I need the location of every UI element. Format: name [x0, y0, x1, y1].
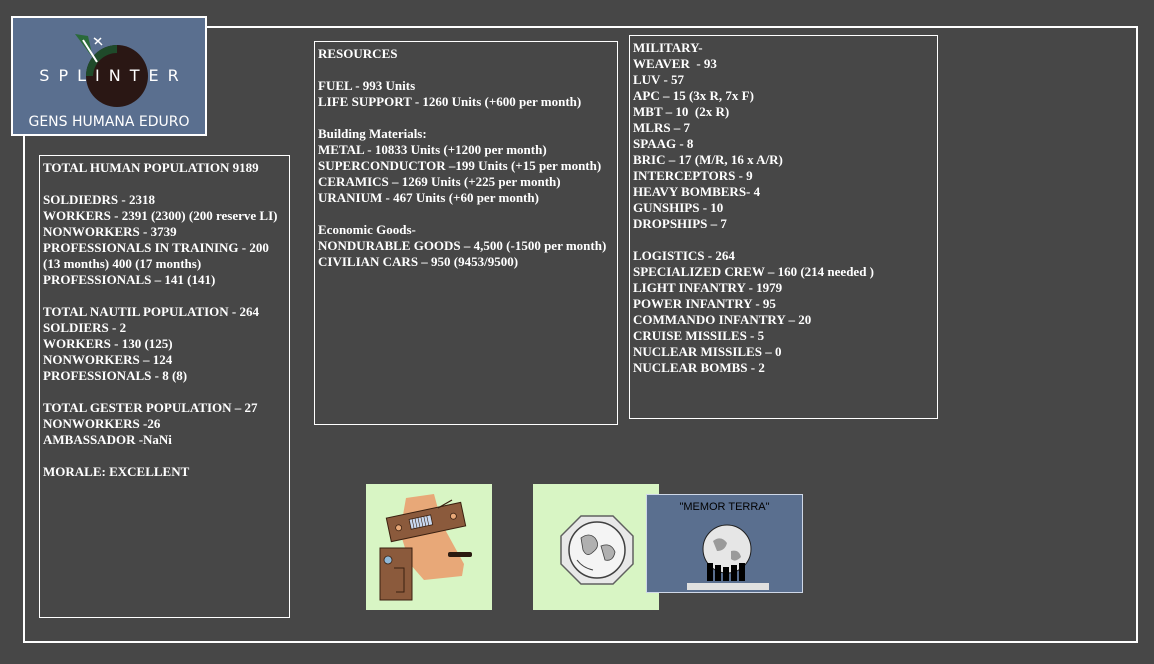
resources-line: LIFE SUPPORT - 1260 Units (+600 per month) — [318, 94, 582, 109]
population-line — [43, 176, 286, 192]
military-line: SPECIALIZED CREW – 160 (214 needed ) — [633, 264, 875, 279]
military-line: INTERCEPTORS - 9 — [633, 168, 753, 183]
resources-line: Economic Goods- — [318, 222, 416, 237]
resources-panel — [314, 41, 618, 425]
population-line: TOTAL HUMAN POPULATION 9189 — [43, 160, 259, 175]
military-line: MILITARY- — [633, 40, 703, 55]
population-line: NONWORKERS -26 — [43, 416, 161, 431]
military-line: LUV - 57 — [633, 72, 685, 87]
resources-line: METAL - 10833 Units (+1200 per month) — [318, 142, 547, 157]
military-line: MLRS – 7 — [633, 120, 691, 135]
military-line: DROPSHIPS – 7 — [633, 216, 727, 231]
resources-line — [318, 206, 614, 222]
military-line: HEAVY BOMBERS- 4 — [633, 184, 761, 199]
resources-line — [318, 110, 614, 126]
population-line: SOLDIEDRS - 2318 — [43, 192, 155, 207]
military-line: NUCLEAR MISSILES – 0 — [633, 344, 782, 359]
population-line: MORALE: EXCELLENT — [43, 464, 190, 479]
space-station-icon — [366, 484, 492, 610]
globe-emblem-icon — [533, 484, 659, 610]
population-line: AMBASSADOR -NaNi — [43, 432, 172, 447]
earth-emblem-image — [533, 484, 659, 610]
logo-subtitle: GENS HUMANA EDURO — [28, 114, 190, 130]
military-line: CRUISE MISSILES - 5 — [633, 328, 765, 343]
resources-line: URANIUM - 467 Units (+60 per month) — [318, 190, 539, 205]
resources-line — [318, 62, 614, 78]
resources-line: FUEL - 993 Units — [318, 78, 416, 93]
globe-statue-icon — [647, 495, 803, 593]
population-line: TOTAL GESTER POPULATION – 27 — [43, 400, 258, 415]
memor-terra-image — [646, 494, 803, 593]
resources-line: CERAMICS – 1269 Units (+225 per month) — [318, 174, 561, 189]
population-line: NONWORKERS – 124 — [43, 352, 173, 367]
military-line: LOGISTICS - 264 — [633, 248, 735, 263]
military-line: MBT – 10 (2x R) — [633, 104, 730, 119]
population-line: WORKERS - 130 (125) — [43, 336, 173, 351]
military-panel — [629, 35, 938, 419]
population-line: TOTAL NAUTIL POPULATION - 264 — [43, 304, 259, 319]
population-line — [43, 384, 286, 400]
military-line: GUNSHIPS - 10 — [633, 200, 724, 215]
population-line: PROFESSIONALS - 8 (8) — [43, 368, 188, 383]
population-panel — [39, 155, 290, 618]
resources-line: CIVILIAN CARS – 950 (9453/9500) — [318, 254, 519, 269]
population-line — [43, 288, 286, 304]
military-line: SPAAG - 8 — [633, 136, 694, 151]
population-line: WORKERS - 2391 (2300) (200 reserve LI) — [43, 208, 278, 223]
resources-line: NONDURABLE GOODS – 4,500 (-1500 per month) — [318, 238, 607, 253]
resources-line: SUPERCONDUCTOR –199 Units (+15 per month) — [318, 158, 602, 173]
population-line: PROFESSIONALS – 141 (141) — [43, 272, 216, 287]
splinter-logo — [11, 16, 207, 136]
space-station-image — [366, 484, 492, 610]
population-line: NONWORKERS - 3739 — [43, 224, 177, 239]
population-line: PROFESSIONALS IN TRAINING - 200 (13 months) 400 (17 months) — [43, 240, 273, 271]
military-line: NUCLEAR BOMBS - 2 — [633, 360, 765, 375]
military-line: BRIC – 17 (M/R, 16 x A/R) — [633, 152, 783, 167]
military-line: APC – 15 (3x R, 7x F) — [633, 88, 754, 103]
military-line: COMMANDO INFANTRY – 20 — [633, 312, 812, 327]
military-line: WEAVER - 93 — [633, 56, 717, 71]
resources-line: RESOURCES — [318, 46, 398, 61]
military-line: POWER INFANTRY - 95 — [633, 296, 776, 311]
military-line: LIGHT INFANTRY - 1979 — [633, 280, 783, 295]
resources-line: Building Materials: — [318, 126, 427, 141]
population-line: SOLDIERS - 2 — [43, 320, 127, 335]
memor-terra-caption: "MEMOR TERRA" — [679, 501, 770, 513]
population-line — [43, 448, 286, 464]
logo-title: SPLINTER — [39, 66, 188, 85]
military-line — [633, 232, 934, 248]
